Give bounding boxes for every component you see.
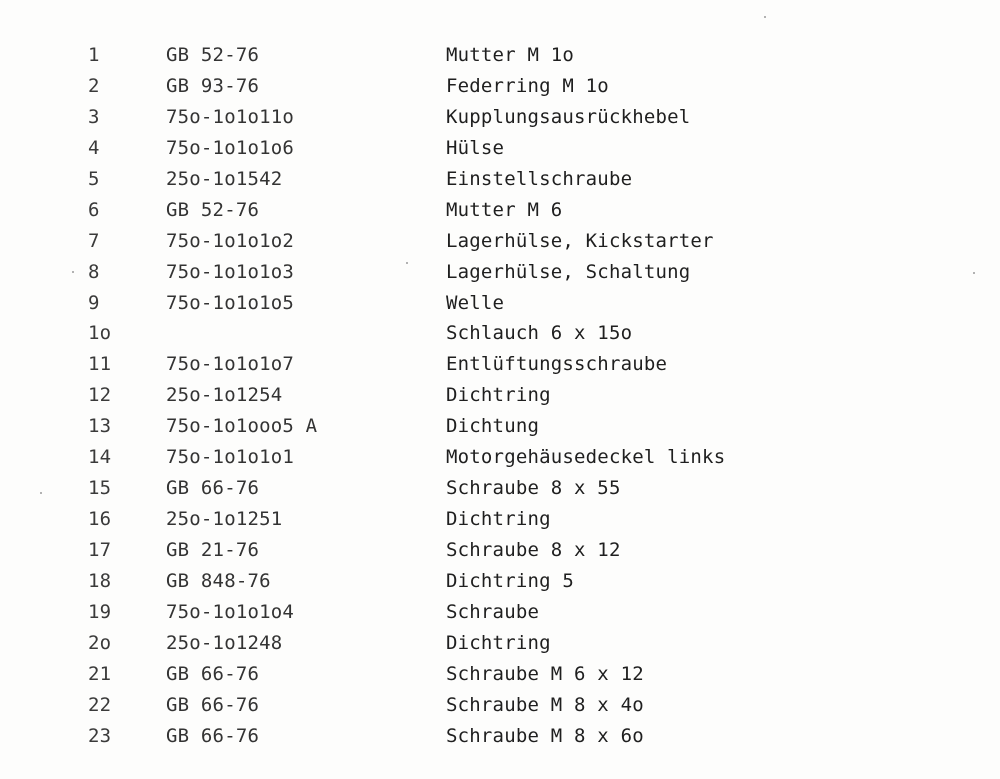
list-item <box>88 721 788 752</box>
scan-speck <box>764 16 766 18</box>
part-description: Dichtring <box>446 508 551 531</box>
part-number: GB 21-76 <box>166 539 260 561</box>
part-description: Kupplungsausrückhebel <box>446 105 691 128</box>
item-number: 14 <box>88 446 112 469</box>
list-item <box>88 628 788 659</box>
list-item <box>88 195 788 226</box>
list-item <box>88 40 788 71</box>
part-description: Einstellschraube <box>446 167 633 190</box>
part-number: GB 66-76 <box>166 693 260 716</box>
part-description: Mutter M 6 <box>446 198 563 221</box>
part-description: Schraube M 6 x 12 <box>446 662 644 685</box>
part-number: 75o-1o1o1o2 <box>166 229 295 252</box>
part-description: Schraube M 8 x 6o <box>446 724 644 747</box>
part-description: Entlüftungsschraube <box>446 353 668 376</box>
part-number: GB 66-76 <box>166 724 260 747</box>
list-item <box>88 411 788 442</box>
part-description: Federring M 1o <box>446 74 609 97</box>
item-number: 11 <box>88 353 112 376</box>
part-number: 25o-1o1248 <box>166 631 283 654</box>
part-number: 75o-1o1o1o6 <box>166 136 295 159</box>
item-number: 19 <box>88 600 112 623</box>
item-number: 6 <box>88 198 100 221</box>
part-description: Schraube M 8 x 4o <box>446 693 644 716</box>
part-description: Schraube 8 x 55 <box>446 477 621 500</box>
list-item <box>88 535 788 566</box>
part-number: 25o-1o1251 <box>166 508 283 531</box>
part-number: 25o-1o1254 <box>166 384 283 407</box>
scan-speck <box>72 271 74 273</box>
part-description: Dichtung <box>446 415 540 438</box>
item-number: 4 <box>88 136 100 159</box>
scan-speck <box>40 492 42 494</box>
part-description: Mutter M 1o <box>446 44 575 66</box>
part-description: Hülse <box>446 136 505 159</box>
item-number: 21 <box>88 662 112 685</box>
item-number: 17 <box>88 539 112 561</box>
part-number: 75o-1o1o1o7 <box>166 353 295 376</box>
part-number: 75o-1o1o11o <box>166 105 295 128</box>
part-number: 75o-1o1ooo5 A <box>166 415 318 438</box>
item-number: 2 <box>88 74 100 97</box>
list-item <box>88 257 788 288</box>
item-number: 1 <box>88 44 100 66</box>
item-number: 23 <box>88 724 112 747</box>
part-description: Dichtring <box>446 631 551 654</box>
list-item <box>88 288 788 319</box>
part-number: GB 52-76 <box>166 198 260 221</box>
item-number: 3 <box>88 105 100 128</box>
item-number: 9 <box>88 291 100 314</box>
list-item <box>88 504 788 535</box>
list-item <box>88 164 788 195</box>
list-item <box>88 597 788 628</box>
part-description: Schlauch 6 x 15o <box>446 322 633 345</box>
list-item <box>88 133 788 164</box>
list-item <box>88 690 788 721</box>
part-number: GB 52-76 <box>166 44 260 66</box>
list-item <box>88 71 788 102</box>
list-item <box>88 473 788 504</box>
list-item <box>88 102 788 133</box>
item-number: 18 <box>88 569 112 592</box>
item-number: 22 <box>88 693 112 716</box>
part-description: Lagerhülse, Kickstarter <box>446 229 714 252</box>
list-item <box>88 226 788 257</box>
part-number: GB 66-76 <box>166 477 260 500</box>
part-number: 25o-1o1542 <box>166 167 283 190</box>
part-number: GB 66-76 <box>166 662 260 685</box>
part-description: Schraube 8 x 12 <box>446 539 621 561</box>
part-number: GB 848-76 <box>166 569 271 592</box>
item-number: 5 <box>88 167 100 190</box>
part-number: 75o-1o1o1o5 <box>166 291 295 314</box>
part-number: 75o-1o1o1o4 <box>166 600 295 623</box>
list-item <box>88 318 788 349</box>
item-number: 12 <box>88 384 112 407</box>
parts-list <box>88 40 788 752</box>
item-number: 16 <box>88 508 112 531</box>
list-item <box>88 566 788 597</box>
item-number: 13 <box>88 415 112 438</box>
list-item <box>88 659 788 690</box>
part-number: 75o-1o1o1o3 <box>166 260 295 283</box>
scan-speck <box>973 272 975 274</box>
part-description: Dichtring 5 <box>446 569 575 592</box>
part-description: Dichtring <box>446 384 551 407</box>
item-number: 8 <box>88 260 100 283</box>
item-number: 15 <box>88 477 112 500</box>
list-item <box>88 442 788 473</box>
item-number: 2o <box>88 631 112 654</box>
item-number: 7 <box>88 229 100 252</box>
part-number: 75o-1o1o1o1 <box>166 446 295 469</box>
part-number: GB 93-76 <box>166 74 260 97</box>
item-number: 1o <box>88 322 112 345</box>
part-description: Lagerhülse, Schaltung <box>446 260 691 283</box>
part-description: Schraube <box>446 600 540 623</box>
list-item <box>88 349 788 380</box>
list-item <box>88 380 788 411</box>
part-description: Welle <box>446 291 505 314</box>
part-description: Motorgehäusedeckel links <box>446 446 726 469</box>
